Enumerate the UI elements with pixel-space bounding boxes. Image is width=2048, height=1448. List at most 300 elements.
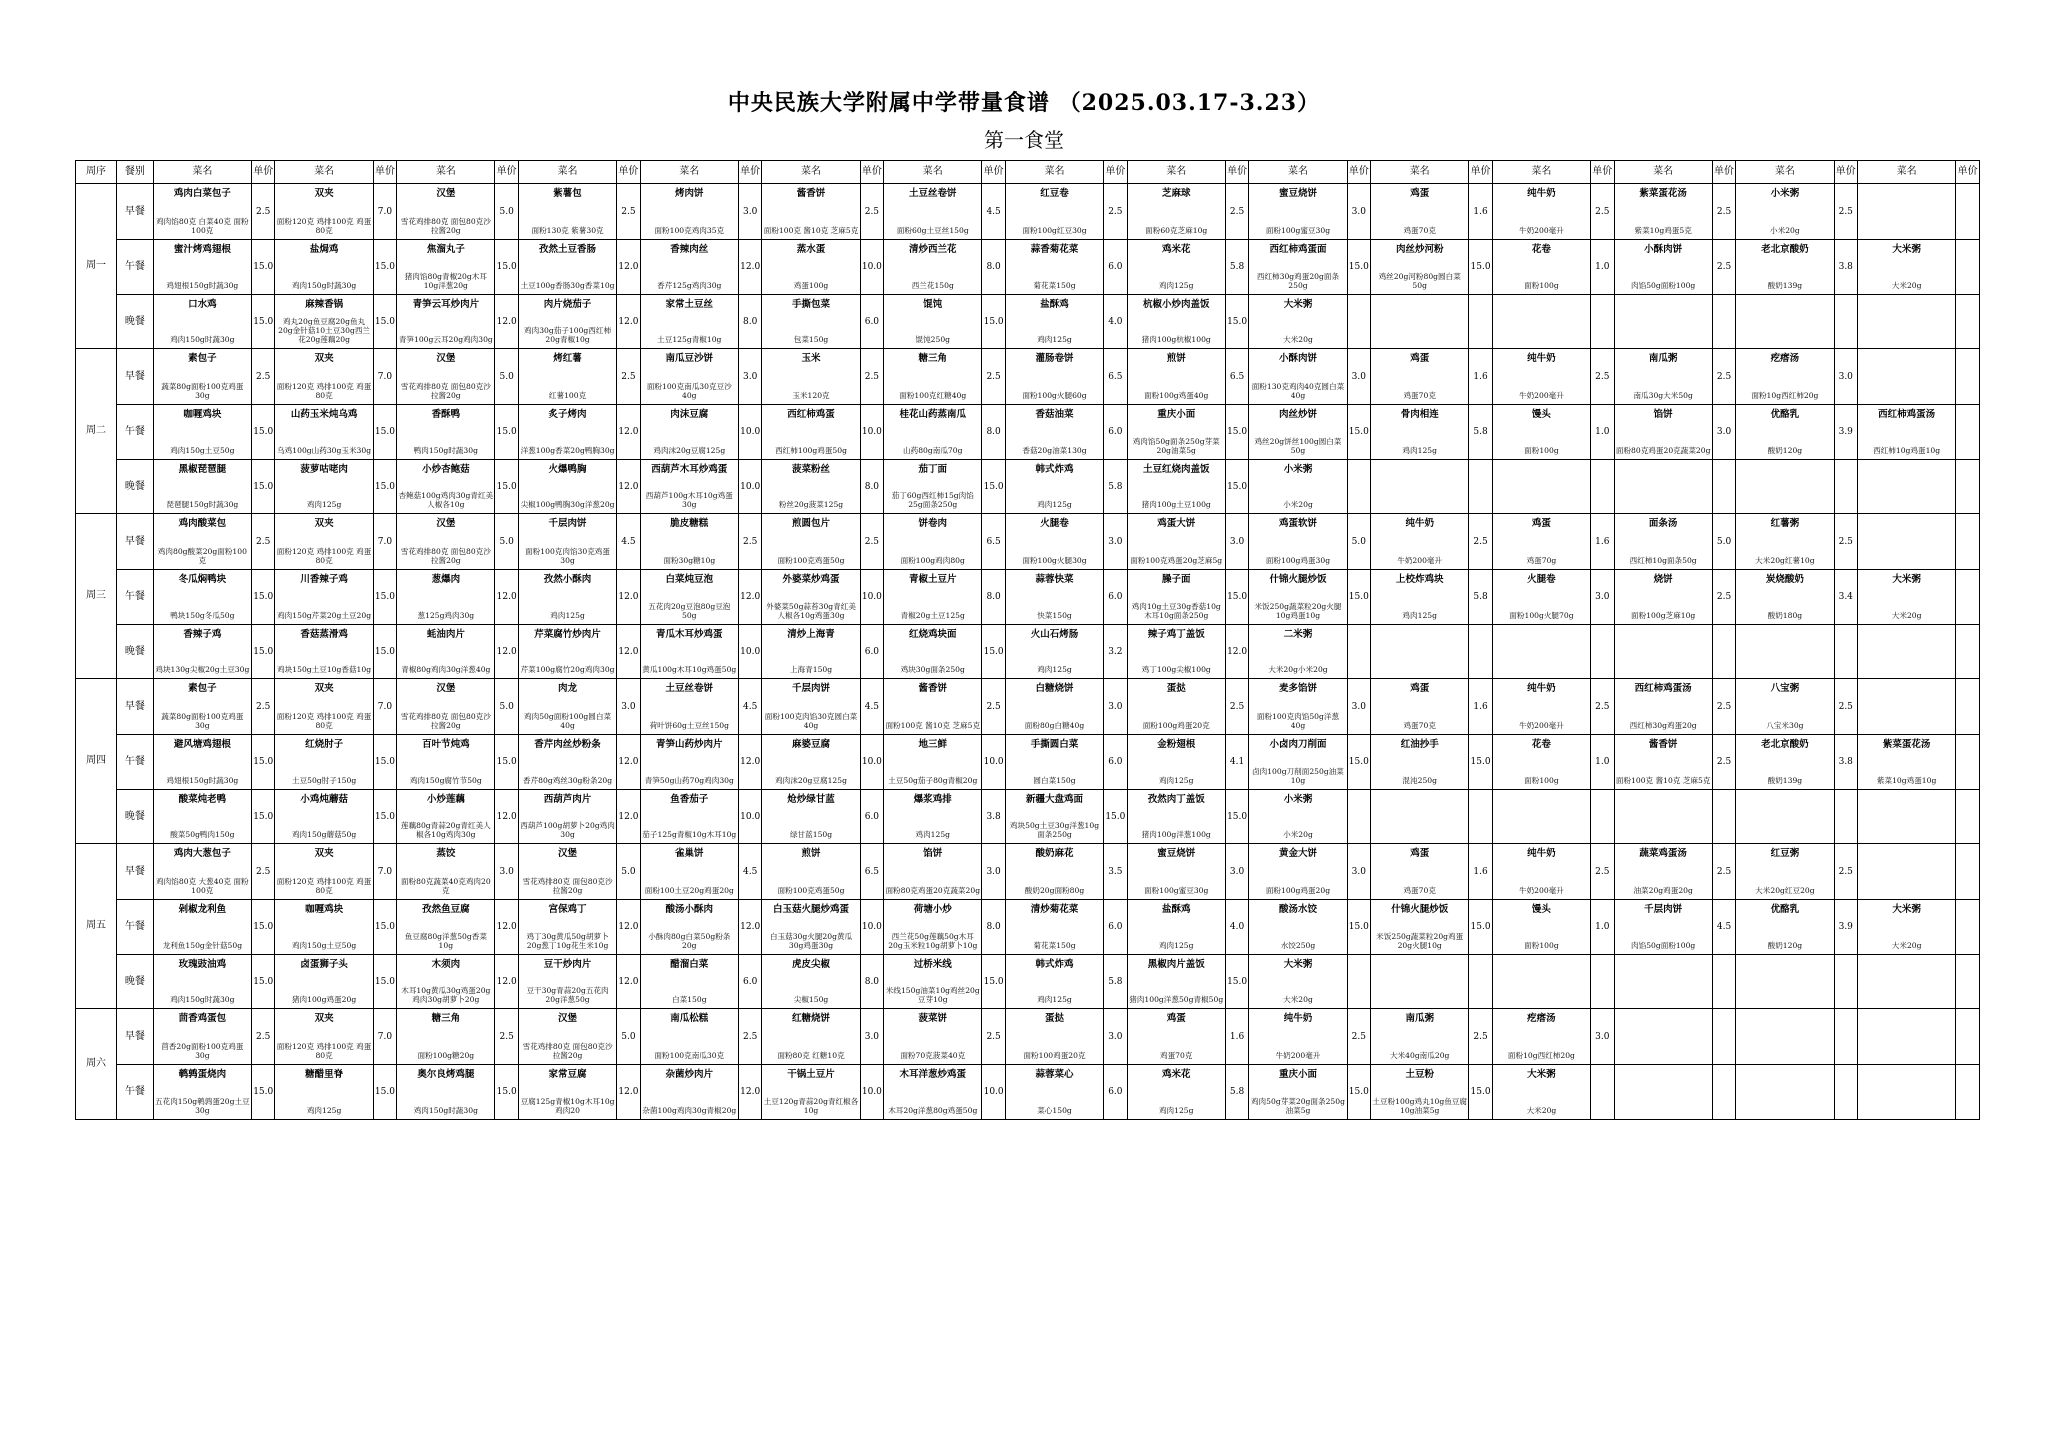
dish-name: 桂花山药蒸南瓜 (899, 409, 967, 420)
dish-ingredients: 面粉100克肉馅50g洋葱40g (1256, 712, 1340, 730)
day-label: 周四 (76, 679, 117, 844)
dish-price: 2.5 (982, 1009, 1006, 1065)
dish-cell (1858, 735, 1956, 790)
dish-ingredients: 面粉100g糖20g (417, 1051, 475, 1060)
dish-price: 3.0 (1225, 514, 1249, 570)
dish-ingredients: 肉馅50g面粉100g (1631, 941, 1696, 950)
dish-name: 卤蛋狮子头 (300, 959, 348, 970)
dish-price (1712, 1065, 1736, 1120)
dish-cell (1249, 735, 1347, 790)
dish-price: 15.0 (1347, 405, 1371, 460)
dish-price: 3.0 (1591, 570, 1615, 625)
dish-ingredients: 尖椒150g (793, 995, 829, 1004)
dish-name: 西红柿鸡蛋面 (1269, 244, 1327, 255)
dish-price (1469, 955, 1493, 1009)
dish-price: 8.0 (982, 900, 1006, 955)
dish-ingredients: 面粉80克鸡蛋20克蔬菜20g (885, 886, 981, 895)
meal-label: 午餐 (116, 1065, 153, 1120)
dish-cell (884, 844, 982, 900)
dish-name: 西葫芦肉片 (543, 794, 592, 805)
dish-ingredients: 大米20g (1891, 281, 1922, 290)
dish-name (1858, 460, 1955, 465)
dish-name: 汉堡 (436, 353, 456, 364)
dish-cell (397, 679, 495, 735)
dish-ingredients: 鸡丸20g鱼豆腐20g鱼丸20g金针菇10土豆30g西兰花20g莲藕20g (278, 317, 371, 344)
dish-name: 清炒菊花菜 (1030, 904, 1079, 915)
dish-price: 15.0 (251, 295, 275, 349)
header-unit-price: 单价 (738, 161, 762, 184)
dish-ingredients: 鸡肉125g (1037, 995, 1072, 1004)
dish-cell (275, 240, 373, 295)
dish-ingredients: 鸭块150g冬瓜50g (170, 611, 235, 620)
dish-price: 6.5 (982, 514, 1006, 570)
dish-cell (1858, 184, 1956, 240)
dish-ingredients: 鸡翅根150g时蔬30g (166, 281, 239, 290)
dish-price: 3.0 (1591, 1009, 1615, 1065)
dish-ingredients: 面粉100克 酱10克 芝麻5克 (885, 721, 981, 730)
dish-cell (1371, 514, 1469, 570)
dish-ingredients: 面粉120克 鸡排100克 鸡蛋80克 (276, 712, 372, 730)
dish-cell (275, 460, 373, 514)
dish-name: 上校炸鸡块 (1395, 574, 1444, 585)
dish-name: 重庆小面 (1157, 409, 1196, 420)
dish-name (1371, 295, 1468, 300)
dish-cell (1736, 900, 1834, 955)
header-dish-name: 菜名 (153, 161, 251, 184)
dish-ingredients: 鸡蛋70克 (1160, 1051, 1193, 1060)
dish-price: 3.0 (1347, 349, 1371, 405)
dish-name: 大米粥 (1892, 904, 1921, 915)
dish-price: 2.5 (1469, 514, 1493, 570)
dish-price: 15.0 (373, 295, 397, 349)
dish-name: 千层肉饼 (548, 518, 587, 529)
dish-name: 白菜炖豆泡 (665, 574, 714, 585)
dish-price: 15.0 (373, 1065, 397, 1120)
dish-cell (275, 295, 373, 349)
dish-ingredients: 上海青150g (789, 665, 833, 674)
dish-price: 2.5 (251, 349, 275, 405)
dish-ingredients: 面粉120克 鸡排100克 鸡蛋80克 (276, 547, 372, 565)
dish-ingredients: 鸡块150g土豆10g香菇10g (277, 665, 372, 674)
dish-price: 2.5 (1591, 184, 1615, 240)
dish-name (1493, 790, 1590, 795)
meal-label: 晚餐 (116, 295, 153, 349)
dish-ingredients: 紫菜10g鸡蛋10g (1876, 776, 1937, 785)
dish-price: 6.0 (1104, 240, 1128, 295)
dish-ingredients: 鸡肉150g芹菜20g土豆20g (277, 611, 372, 620)
dish-price (1469, 460, 1493, 514)
dish-price (1591, 460, 1615, 514)
meal-label: 午餐 (116, 570, 153, 625)
dish-cell (1492, 514, 1590, 570)
dish-price: 3.4 (1834, 570, 1858, 625)
dish-cell (1614, 735, 1712, 790)
dish-price: 12.0 (738, 240, 762, 295)
dish-ingredients: 鸡肉125g (1037, 335, 1072, 344)
dish-ingredients: 鸡肉馅80克 大葱40克 面粉100克 (156, 877, 249, 895)
dish-price: 3.5 (1104, 844, 1128, 900)
dish-price: 1.0 (1591, 405, 1615, 460)
dish-price: 5.0 (495, 514, 519, 570)
dish-name: 茄丁面 (918, 464, 948, 475)
dish-name (1736, 295, 1833, 300)
dish-price (1712, 460, 1736, 514)
table-row (76, 184, 1980, 240)
dish-ingredients: 米饭250g蔬菜粒20g火腿10g鸡蛋10g (1254, 602, 1342, 620)
dish-name: 肉丝炒河粉 (1395, 244, 1444, 255)
dish-name: 大米粥 (1892, 244, 1921, 255)
dish-cell (1005, 240, 1103, 295)
dish-price: 3.0 (1104, 679, 1128, 735)
dish-price: 2.5 (1834, 184, 1858, 240)
dish-name: 咖喱鸡块 (305, 904, 344, 915)
dish-name: 火腿卷 (1040, 518, 1069, 529)
dish-price: 15.0 (373, 625, 397, 679)
dish-price: 12.0 (738, 735, 762, 790)
dish-cell (1736, 405, 1834, 460)
table-row (76, 900, 1980, 955)
dish-cell (884, 570, 982, 625)
dish-ingredients: 鸡肉馅50g面条250g芽菜20g油菜5g (1132, 437, 1220, 455)
dish-name (1858, 1065, 1955, 1070)
dish-ingredients: 土豆50g肘子150g (291, 776, 357, 785)
header-dish-name: 菜名 (1736, 161, 1834, 184)
dish-price: 2.5 (860, 514, 884, 570)
dish-name: 青笋山药炒肉片 (656, 739, 723, 750)
table-row (76, 625, 1980, 679)
dish-ingredients: 鸡肉125g (1037, 665, 1072, 674)
table-row (76, 844, 1980, 900)
dish-name: 鹌鹑蛋烧肉 (178, 1069, 227, 1080)
dish-price: 15.0 (1347, 570, 1371, 625)
dish-cell (884, 184, 982, 240)
dish-ingredients: 西红柿10g面条50g (1629, 556, 1697, 565)
dish-ingredients: 雪花鸡排80克 面包80克沙拉酱20g (400, 547, 491, 565)
dish-cell (1005, 735, 1103, 790)
dish-cell (884, 955, 982, 1009)
dish-cell (1736, 240, 1834, 295)
dish-price: 15.0 (1225, 955, 1249, 1009)
dish-ingredients: 面粉80克鸡蛋20克蔬菜20g (1615, 446, 1711, 455)
meal-label: 午餐 (116, 240, 153, 295)
dish-price: 10.0 (738, 405, 762, 460)
dish-cell (1005, 844, 1103, 900)
dish-cell (762, 240, 860, 295)
dish-price: 12.0 (495, 900, 519, 955)
dish-price: 5.0 (617, 1009, 641, 1065)
dish-cell (1492, 625, 1590, 679)
dish-price (1712, 295, 1736, 349)
header-dish-name: 菜名 (884, 161, 982, 184)
dish-price: 12.0 (617, 240, 641, 295)
dish-cell (1614, 184, 1712, 240)
dish-ingredients: 面粉100土豆20g鸡蛋20g (644, 886, 734, 895)
dish-price: 12.0 (617, 955, 641, 1009)
dish-ingredients: 雪花鸡排80克 面包80克沙拉酱20g (400, 712, 491, 730)
dish-name: 蒸饺 (436, 848, 456, 859)
dish-ingredients: 鸡丁30g黄瓜50g胡萝卜20g葱丁10g花生米10g (526, 932, 609, 950)
dish-price: 4.5 (860, 679, 884, 735)
dish-price: 15.0 (495, 460, 519, 514)
dish-ingredients: 鸡蛋70克 (1403, 721, 1436, 730)
dish-cell (640, 1009, 738, 1065)
dish-ingredients: 鸡肉125g (1158, 1106, 1194, 1115)
dish-ingredients: 西红柿100g鸡蛋50g (775, 446, 847, 455)
dish-name: 韩式炸鸡 (1035, 959, 1074, 970)
dish-cell (153, 790, 251, 844)
dish-price: 12.0 (617, 460, 641, 514)
dish-cell (1736, 790, 1834, 844)
dish-cell (1127, 625, 1225, 679)
dish-price (1347, 295, 1371, 349)
dish-name: 糖三角 (431, 1013, 461, 1024)
dish-cell (1249, 625, 1347, 679)
dish-ingredients: 面粉100g红豆30g (1022, 226, 1087, 235)
dish-ingredients: 西兰花50g莲藕50g木耳20g玉米粒10g胡萝卜10g (888, 932, 978, 950)
dish-ingredients: 西红柿10g鸡蛋10g (1873, 446, 1941, 455)
dish-cell (275, 955, 373, 1009)
dish-ingredients: 香芹80g鸡丝30g粉条20g (522, 776, 613, 785)
dish-price: 5.0 (617, 844, 641, 900)
dish-name: 纯牛奶 (1527, 188, 1556, 199)
dish-name: 八宝粥 (1770, 683, 1800, 694)
dish-price: 1.0 (1591, 900, 1615, 955)
dish-price: 4.0 (1104, 295, 1128, 349)
dish-cell (1614, 790, 1712, 844)
page-title: 中央民族大学附属中学带量食谱 （2025.03.17-3.23） (727, 90, 1321, 116)
dish-cell (1249, 679, 1347, 735)
dish-name: 芹菜腐竹炒肉片 (534, 629, 601, 640)
dish-ingredients: 猪肉100g土豆100g (1141, 500, 1211, 509)
dish-ingredients: 鸡肉150g时蔬30g (291, 281, 357, 290)
dish-ingredients: 快菜150g (1037, 611, 1072, 620)
dish-cell (275, 844, 373, 900)
dish-ingredients: 面粉100克肉馅30克鸡蛋30g (525, 547, 610, 565)
dish-name (1615, 460, 1712, 465)
dish-cell (762, 955, 860, 1009)
dish-ingredients: 酸奶120g (1767, 446, 1803, 455)
dish-price: 2.5 (1347, 1009, 1371, 1065)
dish-name: 南瓜松糕 (670, 1013, 709, 1024)
dish-price: 3.0 (1347, 844, 1371, 900)
dish-cell (1005, 1065, 1103, 1120)
dish-cell (1005, 295, 1103, 349)
dish-price: 6.0 (1104, 1065, 1128, 1120)
dish-cell (1005, 679, 1103, 735)
dish-cell (1371, 460, 1469, 514)
dish-cell (1858, 405, 1956, 460)
dish-price (1956, 1009, 1980, 1065)
dish-name: 南瓜粥 (1648, 353, 1678, 364)
dish-cell (762, 460, 860, 514)
dish-name: 双夹 (314, 518, 334, 529)
dish-name: 青笋云耳炒肉片 (412, 299, 480, 310)
dish-price (1956, 405, 1980, 460)
dish-name: 鸡蛋软饼 (1278, 518, 1317, 529)
dish-cell (640, 900, 738, 955)
dish-ingredients: 牛奶200毫升 (1518, 721, 1564, 730)
dish-cell (275, 790, 373, 844)
dish-name (1858, 844, 1955, 849)
dish-cell (1127, 240, 1225, 295)
dish-price: 8.0 (860, 460, 884, 514)
dish-cell (1371, 405, 1469, 460)
dish-cell (1371, 790, 1469, 844)
dish-name (1736, 790, 1833, 795)
dish-ingredients: 面粉100g鸡蛋20g (1265, 886, 1331, 895)
dish-ingredients: 鸡蛋70克 (1403, 391, 1436, 400)
dish-cell (640, 570, 738, 625)
dish-name: 炙子烤肉 (548, 409, 587, 420)
dish-name: 白糖烧饼 (1035, 683, 1074, 694)
dish-price (1956, 295, 1980, 349)
dish-price: 15.0 (495, 1065, 519, 1120)
dish-price (1347, 460, 1371, 514)
dish-price: 10.0 (860, 1065, 884, 1120)
dish-ingredients: 面粉100克 酱10克 芝麻5克 (763, 226, 859, 235)
dish-cell (1492, 790, 1590, 844)
dish-cell (1005, 570, 1103, 625)
dish-name: 虎皮尖椒 (792, 959, 831, 970)
dish-cell (153, 460, 251, 514)
dish-ingredients: 鸡肉50g面粉100g圆白菜40g (524, 712, 612, 730)
dish-name: 鸡蛋 (1531, 518, 1551, 529)
dish-name: 新疆大盘鸡面 (1025, 794, 1083, 805)
dish-price: 15.0 (373, 240, 397, 295)
dish-cell (275, 514, 373, 570)
dish-price: 2.5 (617, 184, 641, 240)
dish-ingredients: 鸡肉30g茄子100g西红柿20g青椒10g (524, 326, 612, 344)
dish-ingredients: 面粉70克菠菜40克 (900, 1051, 966, 1060)
dish-name: 剁椒龙利鱼 (178, 904, 227, 915)
dish-name: 麻婆豆腐 (792, 739, 831, 750)
dish-price: 4.5 (738, 679, 762, 735)
dish-ingredients: 鸡肉125g (1402, 446, 1437, 455)
dish-price: 8.0 (982, 570, 1006, 625)
dish-cell (1371, 295, 1469, 349)
dish-ingredients: 鸡肉150g蘑菇50g (291, 830, 357, 839)
meal-label: 早餐 (116, 349, 153, 405)
dish-cell (640, 240, 738, 295)
dish-name: 茴香鸡蛋包 (178, 1013, 227, 1024)
dish-price: 4.0 (1225, 900, 1249, 955)
dish-cell (1736, 625, 1834, 679)
dish-cell (640, 735, 738, 790)
dish-ingredients: 大米20g红薯10g (1755, 556, 1815, 565)
dish-ingredients: 牛奶200毫升 (1518, 391, 1564, 400)
dish-name (1858, 679, 1955, 684)
dish-cell (1492, 405, 1590, 460)
dish-price: 15.0 (373, 570, 397, 625)
dish-name: 红烧肘子 (305, 739, 344, 750)
dish-name: 韩式炸鸡 (1035, 464, 1074, 475)
dish-ingredients: 茴香20g面粉100克鸡蛋30g (161, 1042, 244, 1060)
table-row (76, 735, 1980, 790)
dish-price: 5.8 (1104, 460, 1128, 514)
dish-cell (1005, 900, 1103, 955)
dish-name: 清炒西兰花 (909, 244, 957, 255)
dish-name: 臊子面 (1161, 574, 1191, 585)
dish-cell (153, 1009, 251, 1065)
dish-ingredients: 西红柿30g鸡蛋20g面条250g (1256, 272, 1340, 290)
dish-price (1834, 955, 1858, 1009)
dish-price: 3.0 (495, 844, 519, 900)
dish-name: 优酪乳 (1770, 904, 1800, 915)
dish-ingredients: 面粉80g白糖40g (1024, 721, 1085, 730)
dish-cell (1127, 184, 1225, 240)
dish-cell (1614, 240, 1712, 295)
dish-price: 6.0 (860, 295, 884, 349)
dish-cell (1492, 900, 1590, 955)
dish-ingredients: 木耳10g黄瓜30g鸡蛋20g鸡肉30g胡萝卜20g (401, 986, 491, 1004)
dish-name: 西红柿鸡蛋 (787, 409, 835, 420)
dish-price: 2.5 (982, 679, 1006, 735)
dish-price: 6.0 (1104, 405, 1128, 460)
dish-price: 2.5 (1834, 679, 1858, 735)
dish-cell (153, 955, 251, 1009)
dish-name: 麻辣香锅 (305, 299, 344, 310)
dish-cell (884, 679, 982, 735)
dish-cell (762, 184, 860, 240)
dish-ingredients: 面粉100鸡蛋20克 (1023, 1051, 1086, 1060)
dish-ingredients: 小米20g (1283, 830, 1313, 839)
dish-name: 咖喱鸡块 (183, 409, 222, 420)
dish-ingredients: 山药80g南瓜70g (903, 446, 963, 455)
dish-cell (1614, 844, 1712, 900)
dish-cell (275, 349, 373, 405)
dish-price: 2.5 (251, 514, 275, 570)
dish-name: 红油抄手 (1400, 739, 1439, 750)
dish-price: 10.0 (982, 735, 1006, 790)
header-dish-name: 菜名 (1371, 161, 1469, 184)
dish-ingredients: 西兰花150g (911, 281, 954, 290)
dish-price (1956, 900, 1980, 955)
dish-price: 15.0 (1347, 735, 1371, 790)
dish-ingredients: 大米20g (1283, 995, 1313, 1004)
dish-name: 疙瘩汤 (1770, 353, 1800, 364)
dish-price: 2.5 (1591, 349, 1615, 405)
dish-price: 6.5 (860, 844, 884, 900)
dish-cell (397, 790, 495, 844)
dish-price (1347, 790, 1371, 844)
header-dish-name: 菜名 (1614, 161, 1712, 184)
dish-price: 6.0 (1104, 735, 1128, 790)
dish-ingredients: 牛奶200毫升 (1275, 1051, 1321, 1060)
dish-ingredients: 面粉100克南瓜30克豆沙40g (646, 382, 732, 400)
dish-cell (397, 844, 495, 900)
dish-ingredients: 鸡肉馅80克 白菜40克 面粉100克 (156, 217, 249, 235)
dish-cell (275, 625, 373, 679)
dish-ingredients: 鸡肉150g土豆50g (291, 941, 357, 950)
dish-price: 5.0 (495, 184, 519, 240)
dish-ingredients: 八宝米30g (1766, 721, 1804, 730)
dish-cell (884, 405, 982, 460)
dish-name (1615, 1009, 1712, 1014)
dish-cell (275, 900, 373, 955)
dish-name: 青椒土豆片 (909, 574, 957, 585)
dish-ingredients: 面粉80克蔬菜40克鸡肉20克 (400, 877, 491, 895)
dish-name (1858, 955, 1955, 960)
dish-ingredients: 圆白菜150g (1033, 776, 1076, 785)
dish-name: 杂菌炒肉片 (665, 1069, 714, 1080)
dish-ingredients: 面粉100克南瓜30克 (654, 1051, 725, 1060)
dish-price (1834, 790, 1858, 844)
dish-cell (1614, 514, 1712, 570)
dish-name: 黄金大饼 (1278, 848, 1317, 859)
dish-ingredients: 小酥肉80g白菜50g粉条20g (648, 932, 731, 950)
dish-name: 菠菜粉丝 (792, 464, 831, 475)
dish-price: 1.6 (1469, 349, 1493, 405)
